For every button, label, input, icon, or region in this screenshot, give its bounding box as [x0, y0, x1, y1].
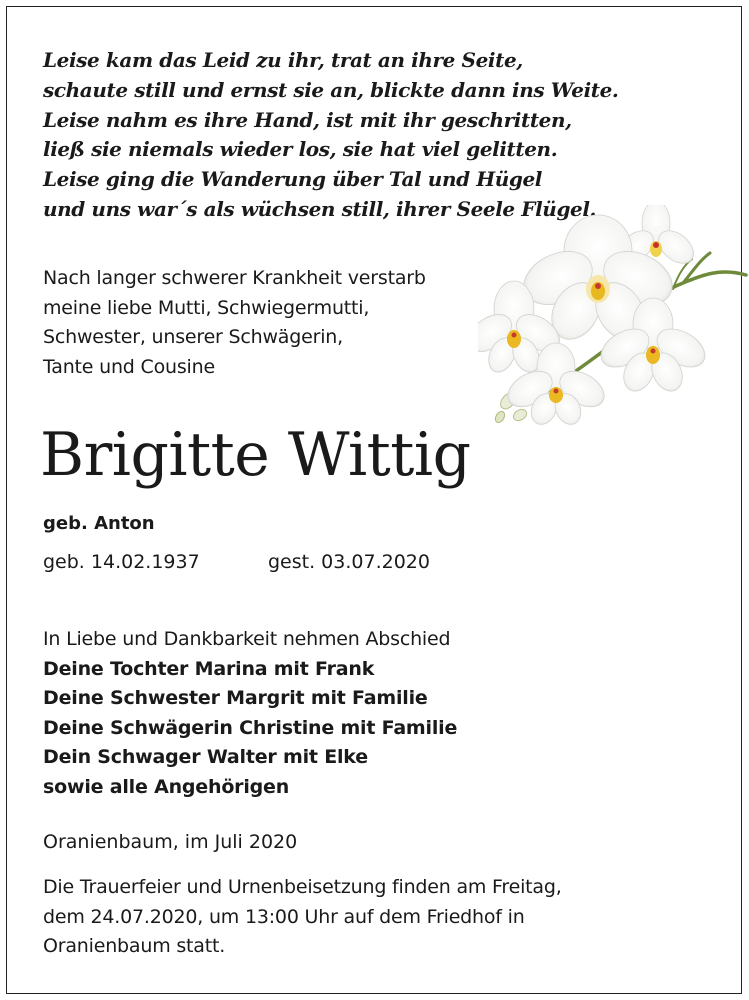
mourner-name: Deine Tochter Marina mit Frank: [43, 657, 375, 680]
mourners-list: [43, 625, 457, 803]
poem-line: schaute still und ernst sie an, blickte dann ins Weite.: [43, 77, 619, 102]
maiden-name: geb. Anton: [43, 513, 155, 534]
announcement-line: Schwester, unserer Schwägerin,: [43, 326, 343, 348]
mourner-name: Deine Schwägerin Christine mit Familie: [43, 716, 458, 739]
funeral-line: Oranienbaum statt.: [43, 935, 226, 957]
poem-line: Leise ging die Wanderung über Tal und Hügel: [43, 167, 542, 192]
mourner-name: sowie alle Angehörigen: [43, 775, 290, 798]
birth-date: geb. 14.02.1937: [43, 551, 200, 573]
mourner-name: Dein Schwager Walter mit Elke: [43, 746, 368, 769]
announcement-line: meine liebe Mutti, Schwiegermutti,: [43, 296, 370, 319]
orchid-flower-icon: [478, 205, 748, 430]
mourner-name: Deine Schwester Margrit mit Familie: [43, 687, 428, 710]
deceased-name: Brigitte Wittig: [40, 420, 471, 490]
poem-line: Leise kam das Leid zu ihr, trat an ihre Seite,: [43, 48, 523, 72]
funeral-line: dem 24.07.2020, um 13:00 Uhr auf dem Friedhof in: [43, 905, 525, 928]
funeral-line: Die Trauerfeier und Urnenbeisetzung finden am Freitag,: [43, 876, 562, 898]
funeral-details: [43, 873, 562, 962]
death-announcement: [43, 264, 426, 382]
place-and-date: Oranienbaum, im Juli 2020: [43, 831, 298, 853]
announcement-line: Nach langer schwerer Krankheit verstarb: [43, 267, 426, 289]
poem: [43, 46, 619, 225]
poem-line: ließ sie niemals wieder los, sie hat viel gelitten.: [43, 137, 558, 162]
poem-line: Leise nahm es ihre Hand, ist mit ihr geschritten,: [43, 107, 572, 132]
death-date: gest. 03.07.2020: [268, 551, 430, 573]
poem-line: und uns war´s als wüchsen still, ihrer Seele Flügel.: [43, 196, 597, 221]
farewell-intro: In Liebe und Dankbarkeit nehmen Abschied: [43, 628, 451, 650]
announcement-line: Tante und Cousine: [43, 355, 215, 378]
